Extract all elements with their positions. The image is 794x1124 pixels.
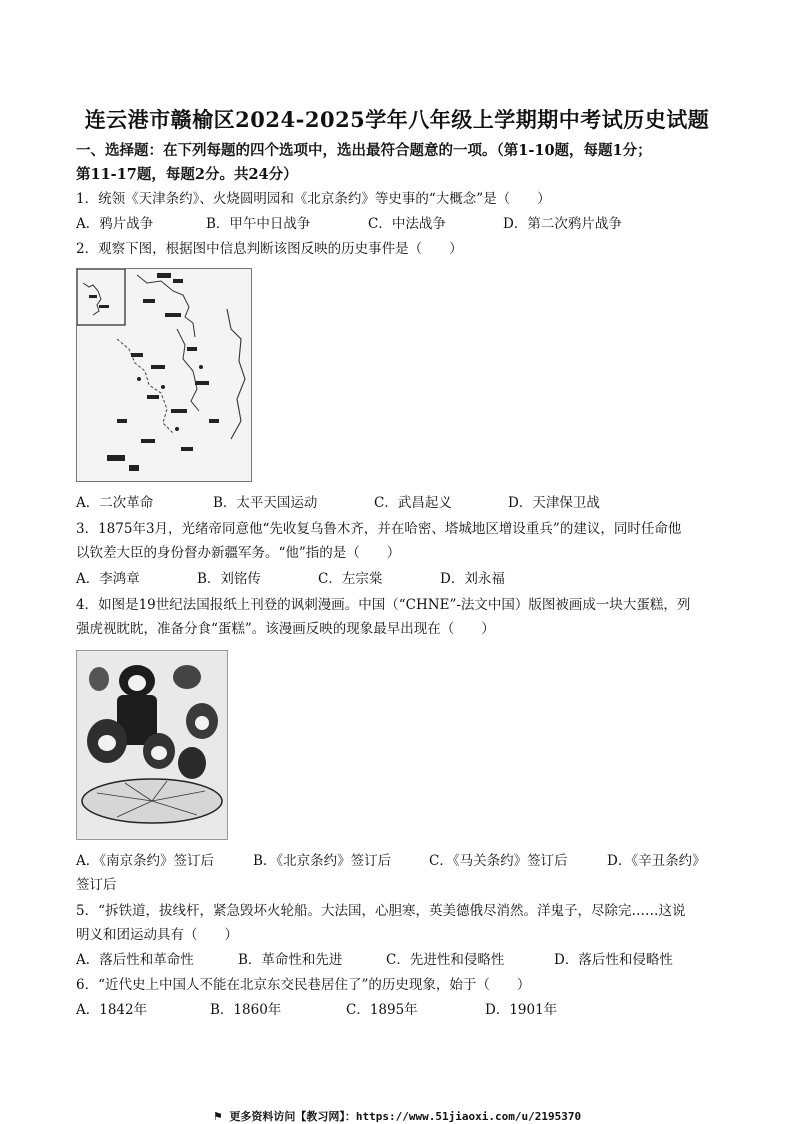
question-4-option-d-continued: 签订后 [76, 877, 117, 893]
question-2-options [76, 492, 726, 514]
question-4-option-c[interactable]: C．《马关条约》签订后 [429, 853, 568, 869]
question-1-options [76, 213, 726, 235]
flag-icon: ⚑ [212, 1110, 223, 1123]
question-5-option-c[interactable]: C．先进性和侵略性 [386, 952, 505, 968]
question-5-options [76, 949, 726, 971]
question-4-stem-line2: 强虎视眈眈，准备分食“蛋糕”。该漫画反映的现象最早出现在（ ） [76, 621, 495, 637]
footer-link[interactable]: 更多资料访问【教习网】：https://www.51jiaoxi.com/u/2195370 [229, 1110, 582, 1123]
question-4-option-d[interactable]: D．《辛丑条约》 [607, 853, 706, 869]
section-heading-line1: 一、选择题：在下列每题的四个选项中，选出最符合题意的一项。（第1-10题，每题1分； [76, 142, 652, 159]
question-3-options [76, 568, 726, 590]
question-5-stem-line1: 5．“拆铁道，拔线杆，紧急毁坏火轮船。大法国，心胆寒，英美德俄尽消然。洋鬼子，尽除完……这说 [76, 903, 686, 919]
question-6-option-c[interactable]: C．1895年 [346, 1002, 418, 1018]
question-1-option-c[interactable]: C．中法战争 [368, 216, 446, 232]
question-2-option-a[interactable]: A．二次革命 [76, 495, 154, 511]
question-4-options [76, 850, 726, 872]
question-2-option-d[interactable]: D．天津保卫战 [508, 495, 600, 511]
question-3-option-a[interactable]: A．李鸿章 [76, 571, 140, 587]
question-6-options [76, 999, 726, 1021]
question-6-option-d[interactable]: D．1901年 [485, 1002, 558, 1018]
question-6-stem: 6．“近代史上中国人不能在北京东交民巷居住了”的历史现象，始于（ ） [76, 977, 531, 993]
question-3-stem-line2: 以钦差大臣的身份督办新疆军务。“他”指的是（ ） [76, 545, 401, 561]
section-heading [76, 139, 726, 187]
page-title: 连云港市赣榆区2024-2025学年八年级上学期期中考试历史试题 [84, 107, 710, 132]
footer [0, 1108, 794, 1124]
question-2-option-b[interactable]: B．太平天国运动 [213, 495, 318, 511]
question-3-stem-line1: 3．1875年3月，光绪帝同意他“先收复乌鲁木齐，并在哈密、塔城地区增设重兵”的建议，同时任命他 [76, 521, 682, 537]
cartoon-illustration [77, 651, 227, 839]
question-5-option-b[interactable]: B．革命性和先进 [238, 952, 343, 968]
map-figure [76, 268, 252, 482]
question-5-stem-line2: 明义和团运动具有（ ） [76, 927, 238, 943]
question-1-option-a[interactable]: A．鸦片战争 [76, 216, 154, 232]
cartoon-figure [76, 650, 228, 840]
question-4-option-a[interactable]: A．《南京条约》签订后 [76, 853, 214, 869]
question-4-stem-line1: 4．如图是19世纪法国报纸上刊登的讽刺漫画。中国（“CHNE”-法文中国）版图被画成一块大蛋糕，列 [76, 597, 691, 613]
question-4-option-b[interactable]: B．《北京条约》签订后 [253, 853, 392, 869]
question-3-option-c[interactable]: C．左宗棠 [318, 571, 383, 587]
question-3-option-d[interactable]: D．刘永福 [440, 571, 505, 587]
question-6-option-a[interactable]: A．1842年 [76, 1002, 148, 1018]
question-2-stem: 2．观察下图，根据图中信息判断该图反映的历史事件是（ ） [76, 241, 463, 257]
question-5-option-d[interactable]: D．落后性和侵略性 [554, 952, 673, 968]
question-1-option-b[interactable]: B．甲午中日战争 [206, 216, 311, 232]
question-5-option-a[interactable]: A．落后性和革命性 [76, 952, 194, 968]
question-2-option-c[interactable]: C．武昌起义 [374, 495, 452, 511]
question-1-stem: 1．统领《天津条约》、火烧圆明园和《北京条约》等史事的“大概念”是（ ） [76, 191, 551, 207]
question-6-option-b[interactable]: B．1860年 [210, 1002, 282, 1018]
map-illustration [77, 269, 251, 481]
question-3-option-b[interactable]: B．刘铭传 [197, 571, 261, 587]
section-heading-line2: 第11-17题，每题2分。共24分） [76, 166, 298, 183]
question-1-option-d[interactable]: D．第二次鸦片战争 [503, 216, 622, 232]
